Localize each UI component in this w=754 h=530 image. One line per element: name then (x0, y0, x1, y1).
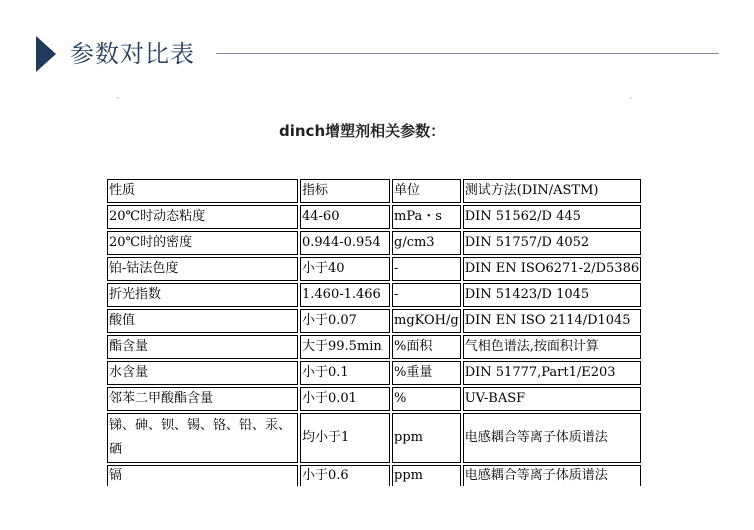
table-cell: mPa・s (392, 205, 461, 229)
table-cell: 水含量 (107, 361, 298, 385)
table-row (107, 387, 641, 411)
corner-dot (630, 97, 632, 99)
table-row (107, 231, 641, 255)
table-title: dinch增塑剂相关参数： (279, 122, 446, 140)
table-cell: 小于0.6 (300, 465, 390, 486)
table-cell: DIN 51562/D 445 (463, 205, 641, 229)
table-cell: DIN 51757/D 4052 (463, 231, 641, 255)
table-cell: 电感耦合等离子体质谱法 (463, 465, 641, 486)
table-cell: 锑、砷、钡、锡、铬、铅、汞、硒 (107, 413, 298, 463)
page-title: 参数对比表 (70, 40, 195, 68)
table-row (107, 465, 641, 486)
table-cell: 20℃时动态粘度 (107, 205, 298, 229)
header-arrow-icon (36, 36, 56, 72)
table-cell: UV-BASF (463, 387, 641, 411)
table-cell: - (392, 257, 461, 281)
table-row (107, 205, 641, 229)
table-cell: 小于40 (300, 257, 390, 281)
table-cell: 小于0.01 (300, 387, 390, 411)
table-cell: 气相色谱法,按面积计算 (463, 335, 641, 359)
table-cell: DIN 51423/D 1045 (463, 283, 641, 307)
table-cell: 镉 (107, 465, 298, 486)
column-header: 指标 (300, 179, 390, 203)
table-cell: 邻苯二甲酸酯含量 (107, 387, 298, 411)
table-cell: 铂-钴法色度 (107, 257, 298, 281)
table-header-row (107, 179, 641, 203)
table-cell: g/cm3 (392, 231, 461, 255)
table-row (107, 361, 641, 385)
table-cell: 大于99.5min (300, 335, 390, 359)
table-cell: 1.460-1.466 (300, 283, 390, 307)
column-header: 单位 (392, 179, 461, 203)
table-cell: DIN EN ISO 2114/D1045 (463, 309, 641, 333)
table-cell: ppm (392, 413, 461, 463)
table-cell: 折光指数 (107, 283, 298, 307)
table-cell: % (392, 387, 461, 411)
table-cell: DIN 51777,Part1/E203 (463, 361, 641, 385)
table-row (107, 283, 641, 307)
table-cell: 44-60 (300, 205, 390, 229)
table-cell: 0.944-0.954 (300, 231, 390, 255)
header-divider (216, 53, 719, 54)
table-cell: 小于0.07 (300, 309, 390, 333)
table-row (107, 257, 641, 281)
corner-dot (117, 97, 119, 99)
parameter-table (105, 177, 643, 488)
table-row (107, 309, 641, 333)
column-header: 测试方法(DIN/ASTM) (463, 179, 641, 203)
table-row (107, 335, 641, 359)
table-cell: 电感耦合等离子体质谱法 (463, 413, 641, 463)
table-cell: DIN EN ISO6271-2/D5386 (463, 257, 641, 281)
table-cell: %面积 (392, 335, 461, 359)
table-row (107, 413, 641, 463)
table-cell: 酸值 (107, 309, 298, 333)
table-cell: ppm (392, 465, 461, 486)
table-cell: mgKOH/g (392, 309, 461, 333)
table-cell: - (392, 283, 461, 307)
column-header: 性质 (107, 179, 298, 203)
table-cell: 20℃时的密度 (107, 231, 298, 255)
table-cell: 酯含量 (107, 335, 298, 359)
table-cell: %重量 (392, 361, 461, 385)
table-cell: 均小于1 (300, 413, 390, 463)
table-cell: 小于0.1 (300, 361, 390, 385)
